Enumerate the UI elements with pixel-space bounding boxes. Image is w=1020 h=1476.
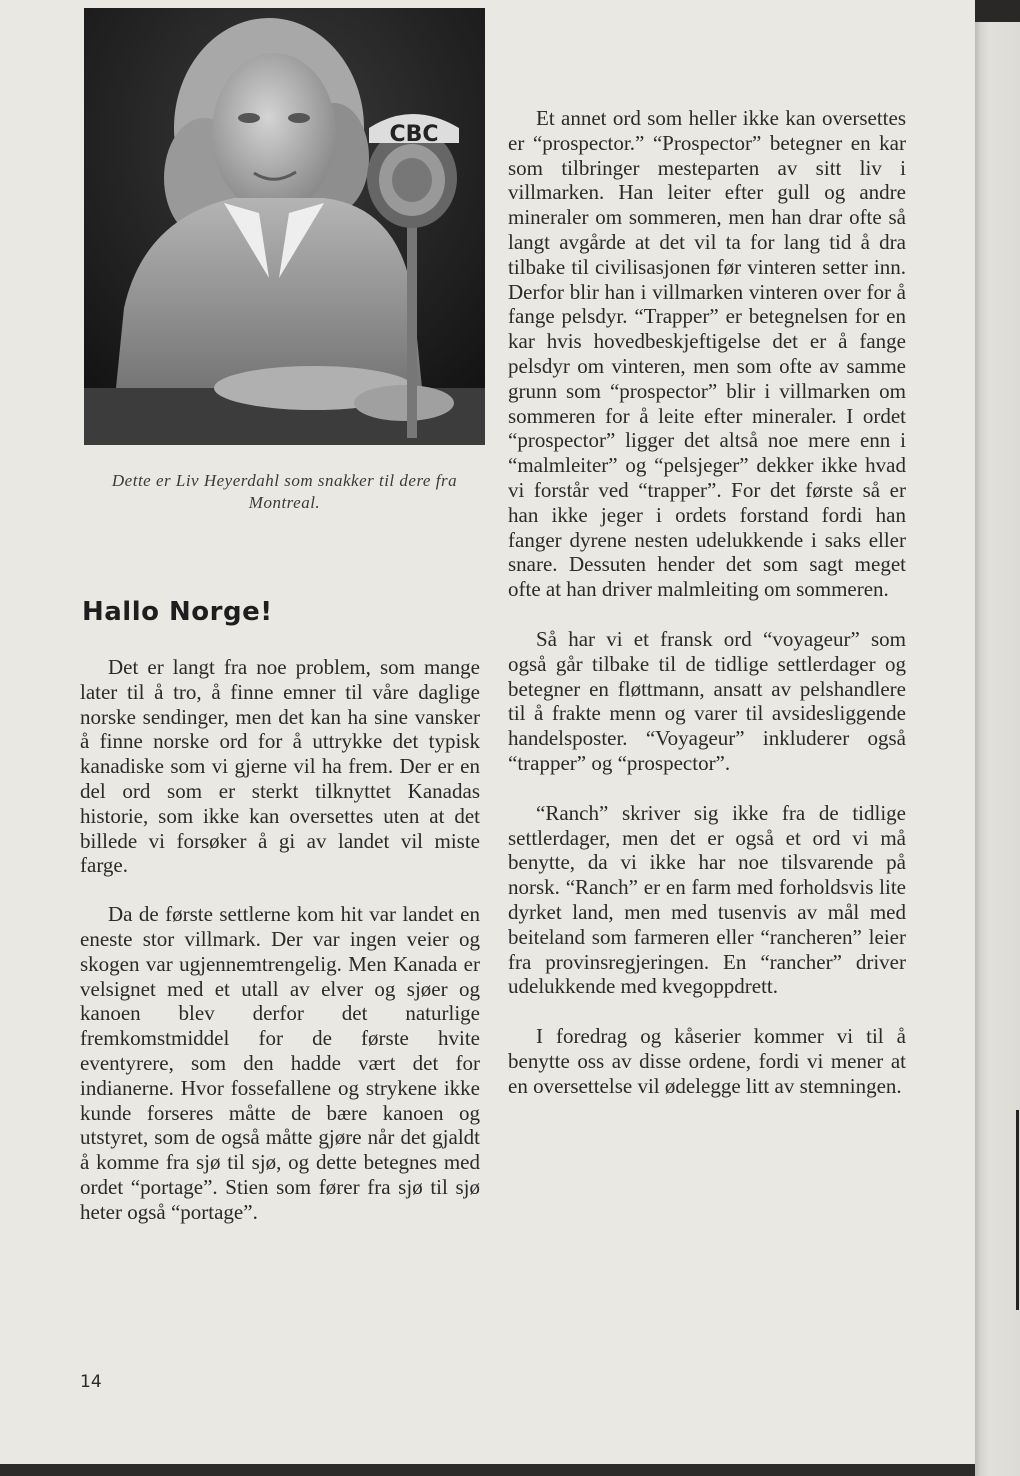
photo-caption: Dette er Liv Heyerdahl som snakker til dere fra Montreal. — [111, 471, 458, 512]
next-page-edge — [975, 0, 1020, 1476]
paragraph: Det er langt fra noe problem, som mange later til å tro, å finne emner til våre daglige norske sendinger, men det kan ha sine vansker å finne norske ord for å uttrykke det typisk kanadiske som vi gjerne vil ha frem. Der er en del ord som er sterkt tilknyttet Kanadas historie, som ikke kan oversettes uten at det billede vi forsøker å gi av landet vil miste farge. — [80, 655, 480, 878]
page-number: 14 — [80, 1372, 102, 1392]
microphone-label: CBC — [389, 122, 439, 147]
paragraph: Et annet ord som heller ikke kan oversettes er “prospector.” “Prospector” betegner en kar som tilbringer mesteparten av sitt liv i villmarken. Han leiter efter gull og andre mineraler om sommeren, men han drar ofte så langt avgårde at det vil ta for lang tid å dra tilbake til civilisasjonen før vinteren setter inn. Derfor blir han i villmarken vinteren over for å fange pelsdyr. “Trapper” er betegnelsen for en kar hvis hovedbeskjeftigelse det er å fange pelsdyr om vinteren, men som ofte av samme grunn som “prospector” blir i villmarken om sommeren for å leite efter mineraler. I ordet “prospector” ligger det altså noe mere enn i “malmleiter” og “pelsjeger” dekker ikke hvad vi forstår ved “trapper”. For det første så er han ikke jeger i ordets forstand fordi han fanger dyrene nesten udelukkende i saks eller snare. Dessuten hender det som sagt meget ofte at han driver malmleiting om sommeren. — [508, 106, 906, 602]
portrait-photo — [84, 8, 485, 445]
paragraph: I foredrag og kåserier kommer vi til å benytte oss av disse ordene, fordi vi mener at en oversettelse vil ødelegge litt av stemningen. — [508, 1024, 906, 1098]
right-column — [508, 106, 906, 1098]
page-edge-mark — [1016, 1110, 1019, 1310]
article-heading: Hallo Norge! — [82, 597, 273, 627]
background-strip-bottom — [0, 1464, 975, 1476]
left-column — [80, 655, 480, 1225]
paragraph: Da de første settlerne kom hit var landet en eneste stor villmark. Der var ingen veier og skogen var ugjennemtrengelig. Men Kanada er velsignet med et utall av elver og sjøer og kanoen blev derfor det naturlige fremkomstmiddel for de første hvite eventyrere, som den hadde vært det for indianerne. Hvor fossefallene og strykene ikke kunde forseres måtte de bære kanoen og utstyret, som de også måtte gjøre når det gjaldt å komme fra sjø til sjø, og dette betegnes med ordet “portage”. Stien som fører fra sjø til sjø heter også “portage”. — [80, 902, 480, 1224]
paragraph: “Ranch” skriver sig ikke fra de tidlige settlerdager, men det er også et ord vi må benytte, da vi ikke har noe tilsvarende på norsk. “Ranch” er en farm med forholdsvis lite dyrket land, men med tusenvis av mål med beiteland som farmeren eller “rancheren” leier fra provinsregjeringen. En “rancher” driver udelukkende med kvegoppdrett. — [508, 800, 906, 999]
paragraph: Så har vi et fransk ord “voyageur” som også går tilbake til de tidlige settlerdager og betegner en fløttmann, ansatt av pelshandlere til å frakte menn og varer til avsidesliggende handelsposter. “Voyageur” inkluderer også “trapper” og “prospector”. — [508, 626, 906, 775]
background-strip — [975, 0, 1020, 22]
